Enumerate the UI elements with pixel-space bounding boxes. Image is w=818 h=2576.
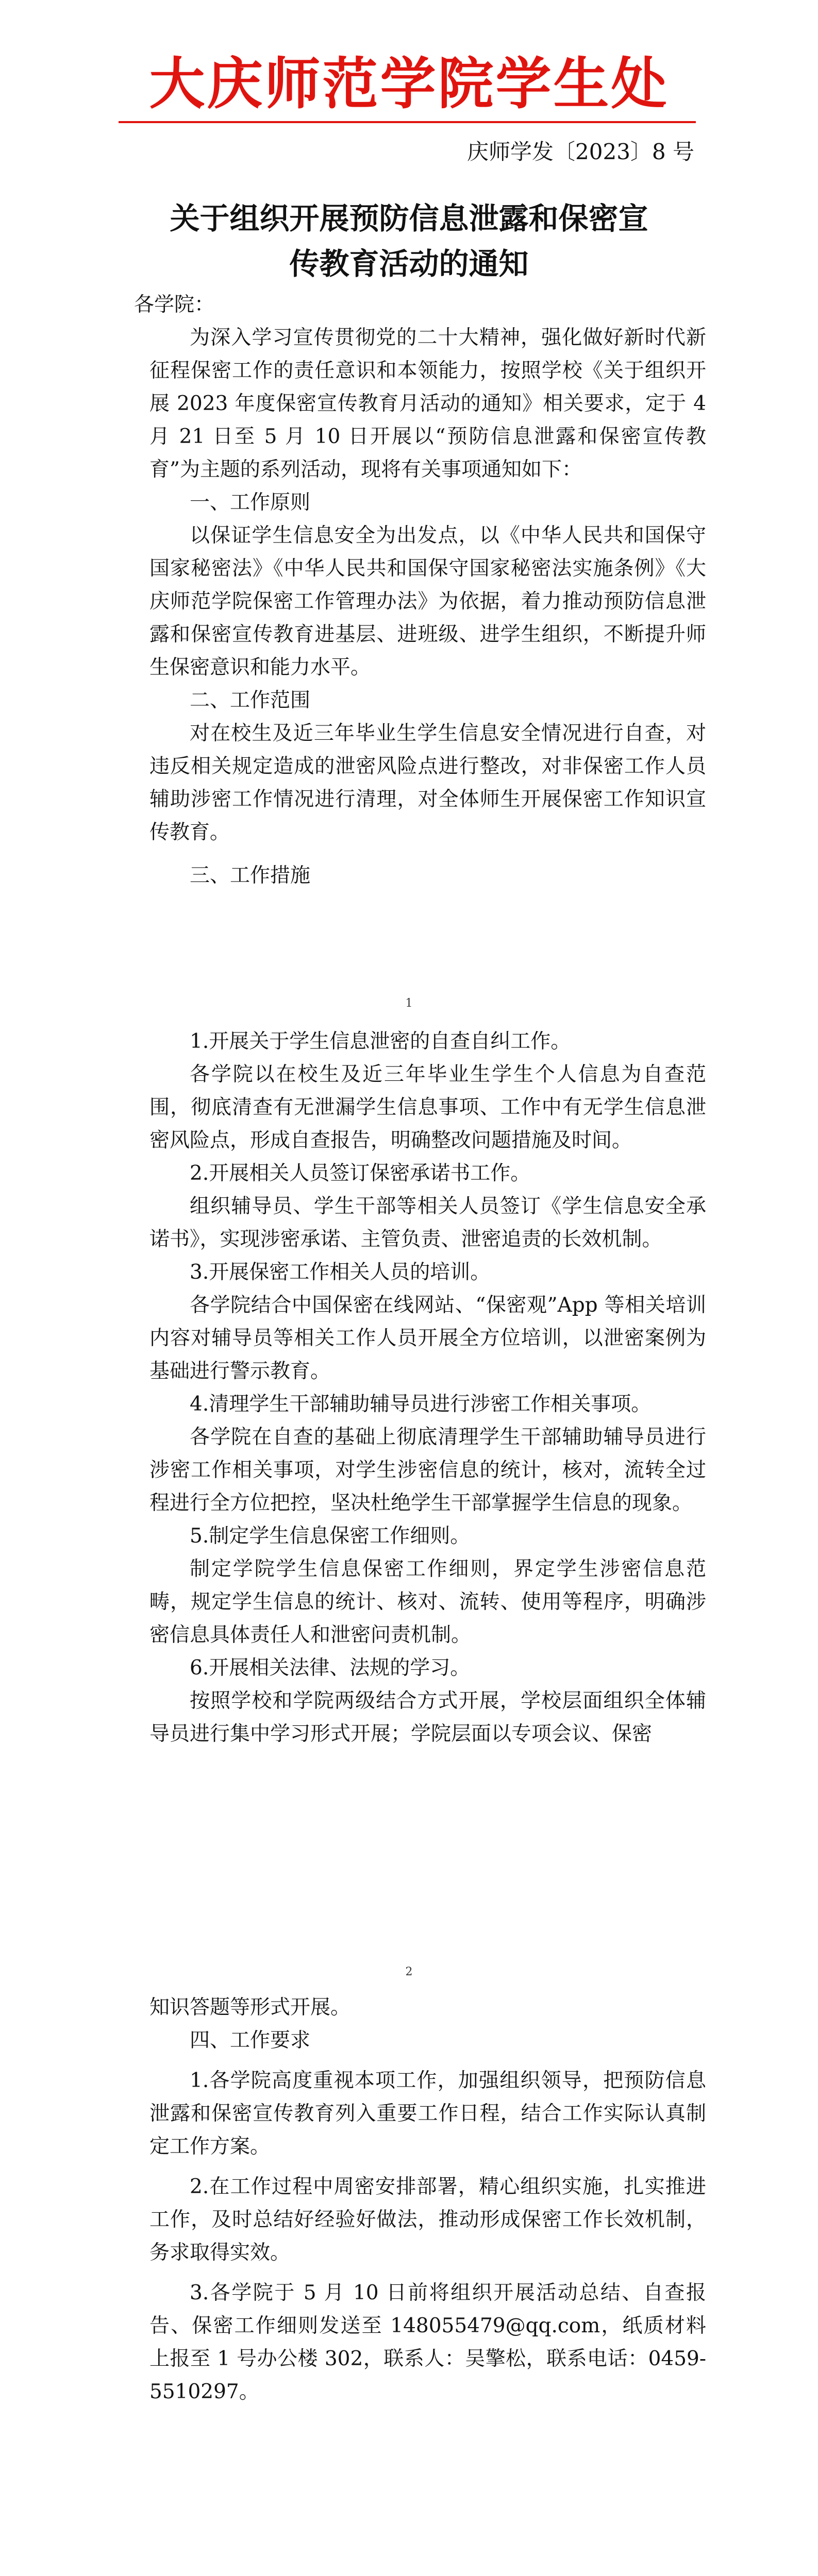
document-number: 庆师学发〔2023〕8 号 — [467, 139, 694, 164]
section2-heading: 二、工作范围 — [190, 689, 311, 712]
measure-1-body: 各学院以在校生及近三年毕业生学生个人信息为自查范围，彻底清查有无泄漏学生信息事项、工作中有无学生信息泄密风险点，形成自查报告，明确整改问题措施及时间。 — [149, 1063, 706, 1152]
page-number-2: 2 — [405, 1965, 413, 1978]
measure-3-title: 3.开展保密工作相关人员的培训。 — [190, 1261, 491, 1284]
header-red-rule — [119, 121, 696, 123]
page1-body — [134, 289, 706, 892]
section1-heading: 一、工作原则 — [190, 491, 311, 514]
document-title-line2: 传教育活动的通知 — [289, 246, 529, 281]
measure-5-title: 5.制定学生信息保密工作细则。 — [190, 1524, 471, 1548]
measure-5-body: 制定学院学生信息保密工作细则，界定学生涉密信息范畴，规定学生信息的统计、核对、流转、使用等程序，明确涉密信息具体责任人和泄密问责机制。 — [149, 1557, 706, 1647]
section3-heading: 三、工作措施 — [190, 864, 311, 887]
section4-heading: 四、工作要求 — [190, 2029, 311, 2052]
document-title — [129, 196, 689, 286]
salutation: 各学院： — [134, 293, 215, 316]
measure-6-title: 6.开展相关法律、法规的学习。 — [190, 1656, 471, 1680]
measure-2-body: 组织辅导员、学生干部等相关人员签订《学生信息安全承诺书》，实现涉密承诺、主管负责、泄密追责的长效机制。 — [149, 1195, 706, 1251]
document-title-line1: 关于组织开展预防信息泄露和保密宣 — [170, 201, 648, 236]
measure-4-title: 4.清理学生干部辅助辅导员进行涉密工作相关事项。 — [190, 1393, 652, 1416]
page2-body — [149, 1025, 706, 1751]
measure-1-title: 1.开展关于学生信息泄密的自查自纠工作。 — [190, 1030, 571, 1053]
measure-6-continuation: 知识答题等形式开展。 — [149, 1996, 351, 2019]
issuing-org-header: 大庆师范学院学生处 — [149, 52, 669, 116]
section2-body: 对在校生及近三年毕业生学生信息安全情况进行自查，对违反相关规定造成的泄密风险点进行整改，对非保密工作人员辅助涉密工作情况进行清理，对全体师生开展保密工作知识宣传教育。 — [149, 722, 706, 844]
measure-3-body: 各学院结合中国保密在线网站、“保密观”App 等相关培训内容对辅导员等相关工作人员开展全方位培训，以泄密案例为基础进行警示教育。 — [149, 1294, 706, 1383]
page-number-1: 1 — [405, 997, 413, 1010]
page3-body — [149, 1991, 706, 2409]
requirement-3: 3.各学院于 5 月 10 日前将组织开展活动总结、自查报告、保密工作细则发送至 148055479@qq.com，纸质材料上报至 1 号办公楼 302，联系人：吴擎松，联系电话：0459-5510297。 — [149, 2281, 706, 2403]
measure-6-body: 按照学校和学院两级结合方式开展，学校层面组织全体辅导员进行集中学习形式开展；学院层面以专项会议、保密 — [149, 1689, 706, 1745]
measure-4-body: 各学院在自查的基础上彻底清理学生干部辅助辅导员进行涉密工作相关事项，对学生涉密信息的统计，核对，流转全过程进行全方位把控，坚决杜绝学生干部掌握学生信息的现象。 — [149, 1426, 706, 1515]
requirement-1: 1.各学院高度重视本项工作，加强组织领导，把预防信息泄露和保密宣传教育列入重要工作日程，结合工作实际认真制定工作方案。 — [149, 2069, 706, 2158]
section1-body: 以保证学生信息安全为出发点，以《中华人民共和国保守国家秘密法》《中华人民共和国保守国家秘密法实施条例》《大庆师范学院保密工作管理办法》为依据，着力推动预防信息泄露和保密宣传教育进基层、进班级、进学生组织，不断提升师生保密意识和能力水平。 — [149, 524, 706, 679]
intro-paragraph: 为深入学习宣传贯彻党的二十大精神，强化做好新时代新征程保密工作的责任意识和本领能力，按照学校《关于组织开展 2023 年度保密宣传教育月活动的通知》相关要求，定于 4 月 21 日至 5 月 10 日开展以“预防信息泄露和保密宣传教育”为主题的系列活动，现将有关事项通知如下： — [149, 326, 706, 481]
measure-2-title: 2.开展相关人员签订保密承诺书工作。 — [190, 1162, 531, 1185]
requirement-2: 2.在工作过程中周密安排部署，精心组织实施，扎实推进工作，及时总结好经验好做法，推动形成保密工作长效机制，务求取得实效。 — [149, 2175, 706, 2264]
